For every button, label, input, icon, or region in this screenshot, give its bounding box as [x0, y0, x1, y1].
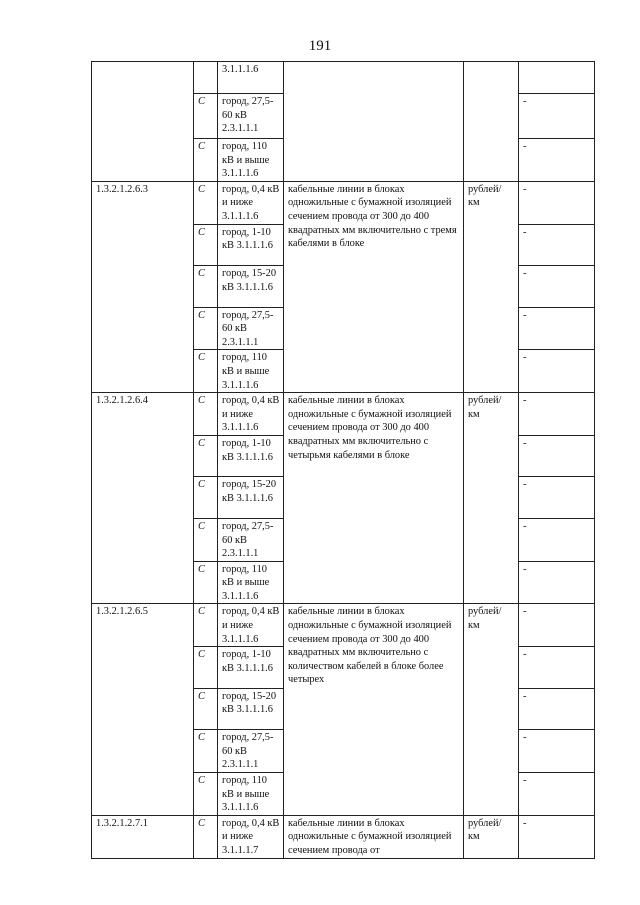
- value-cell: -: [519, 647, 595, 689]
- table-row: [92, 181, 595, 224]
- description-cell: кабельные линии в блоках одножильные с бумажной изоляцией сечением провода от 300 до 400 квадратных мм включительно с четырьмя кабелями в блоке: [284, 393, 464, 604]
- value-cell: -: [519, 139, 595, 182]
- tariff-table-body: [92, 62, 595, 859]
- value-cell: -: [519, 266, 595, 308]
- unit-cell: рублей/ км: [464, 604, 519, 815]
- voltage-level-cell: город, 27,5-60 кВ 2.3.1.1.1: [218, 518, 284, 561]
- c-marker-cell: С: [194, 435, 218, 477]
- c-marker-cell: С: [194, 561, 218, 604]
- c-marker-cell: С: [194, 94, 218, 139]
- voltage-level-cell: город, 27,5-60 кВ 2.3.1.1.1: [218, 307, 284, 350]
- description-cell: кабельные линии в блоках одножильные с бумажной изоляцией сечением провода от 300 до 400 квадратных мм включительно с тремя кабелями в блоке: [284, 181, 464, 392]
- voltage-level-cell: город, 0,4 кВ и ниже 3.1.1.1.7: [218, 815, 284, 858]
- c-marker-cell: С: [194, 393, 218, 436]
- code-cell: 1.3.2.1.2.7.1: [92, 815, 194, 858]
- tariff-table: [91, 61, 595, 859]
- voltage-level-cell: город, 110 кВ и выше 3.1.1.1.6: [218, 561, 284, 604]
- voltage-level-cell: город, 27,5-60 кВ 2.3.1.1.1: [218, 94, 284, 139]
- c-marker-cell: С: [194, 730, 218, 773]
- value-cell: -: [519, 477, 595, 519]
- c-marker-cell: [194, 62, 218, 94]
- value-cell: -: [519, 561, 595, 604]
- voltage-level-cell: город, 27,5-60 кВ 2.3.1.1.1: [218, 730, 284, 773]
- value-cell: -: [519, 815, 595, 858]
- voltage-level-cell: город, 1-10 кВ 3.1.1.1.6: [218, 647, 284, 689]
- c-marker-cell: С: [194, 266, 218, 308]
- c-marker-cell: С: [194, 773, 218, 816]
- value-cell: -: [519, 518, 595, 561]
- voltage-level-cell: город, 110 кВ и выше 3.1.1.1.6: [218, 773, 284, 816]
- table-row: [92, 604, 595, 647]
- voltage-level-cell: город, 0,4 кВ и ниже 3.1.1.1.6: [218, 181, 284, 224]
- table-row: [92, 393, 595, 436]
- description-cell: кабельные линии в блоках одножильные с бумажной изоляцией сечением провода от: [284, 815, 464, 858]
- value-cell: -: [519, 393, 595, 436]
- c-marker-cell: С: [194, 815, 218, 858]
- c-marker-cell: С: [194, 518, 218, 561]
- c-marker-cell: С: [194, 350, 218, 393]
- voltage-level-cell: город, 15-20 кВ 3.1.1.1.6: [218, 688, 284, 730]
- unit-cell: рублей/ км: [464, 393, 519, 604]
- value-cell: -: [519, 224, 595, 266]
- c-marker-cell: С: [194, 604, 218, 647]
- c-marker-cell: С: [194, 181, 218, 224]
- value-cell: -: [519, 181, 595, 224]
- value-cell: [519, 62, 595, 94]
- voltage-level-cell: город, 1-10 кВ 3.1.1.1.6: [218, 435, 284, 477]
- code-cell: 1.3.2.1.2.6.3: [92, 181, 194, 392]
- description-cell: кабельные линии в блоках одножильные с бумажной изоляцией сечением провода от 300 до 400 квадратных мм включительно с количеством кабелей в блоке более четырех: [284, 604, 464, 815]
- voltage-level-cell: город, 110 кВ и выше 3.1.1.1.6: [218, 139, 284, 182]
- table-row: [92, 62, 595, 94]
- voltage-level-cell: город, 15-20 кВ 3.1.1.1.6: [218, 477, 284, 519]
- value-cell: -: [519, 688, 595, 730]
- value-cell: -: [519, 350, 595, 393]
- c-marker-cell: С: [194, 307, 218, 350]
- table-row: [92, 815, 595, 858]
- value-cell: -: [519, 94, 595, 139]
- voltage-level-cell: город, 1-10 кВ 3.1.1.1.6: [218, 224, 284, 266]
- code-cell: [92, 62, 194, 182]
- voltage-level-cell: город, 110 кВ и выше 3.1.1.1.6: [218, 350, 284, 393]
- unit-cell: рублей/ км: [464, 181, 519, 392]
- unit-cell: [464, 62, 519, 182]
- c-marker-cell: С: [194, 647, 218, 689]
- value-cell: -: [519, 604, 595, 647]
- voltage-level-cell: 3.1.1.1.6: [218, 62, 284, 94]
- c-marker-cell: С: [194, 477, 218, 519]
- description-cell: [284, 62, 464, 182]
- c-marker-cell: С: [194, 224, 218, 266]
- voltage-level-cell: город, 0,4 кВ и ниже 3.1.1.1.6: [218, 393, 284, 436]
- unit-cell: рублей/ км: [464, 815, 519, 858]
- code-cell: 1.3.2.1.2.6.4: [92, 393, 194, 604]
- value-cell: -: [519, 730, 595, 773]
- code-cell: 1.3.2.1.2.6.5: [92, 604, 194, 815]
- value-cell: -: [519, 307, 595, 350]
- value-cell: -: [519, 773, 595, 816]
- value-cell: -: [519, 435, 595, 477]
- voltage-level-cell: город, 15-20 кВ 3.1.1.1.6: [218, 266, 284, 308]
- page-number: 191: [308, 38, 332, 54]
- c-marker-cell: С: [194, 139, 218, 182]
- c-marker-cell: С: [194, 688, 218, 730]
- voltage-level-cell: город, 0,4 кВ и ниже 3.1.1.1.6: [218, 604, 284, 647]
